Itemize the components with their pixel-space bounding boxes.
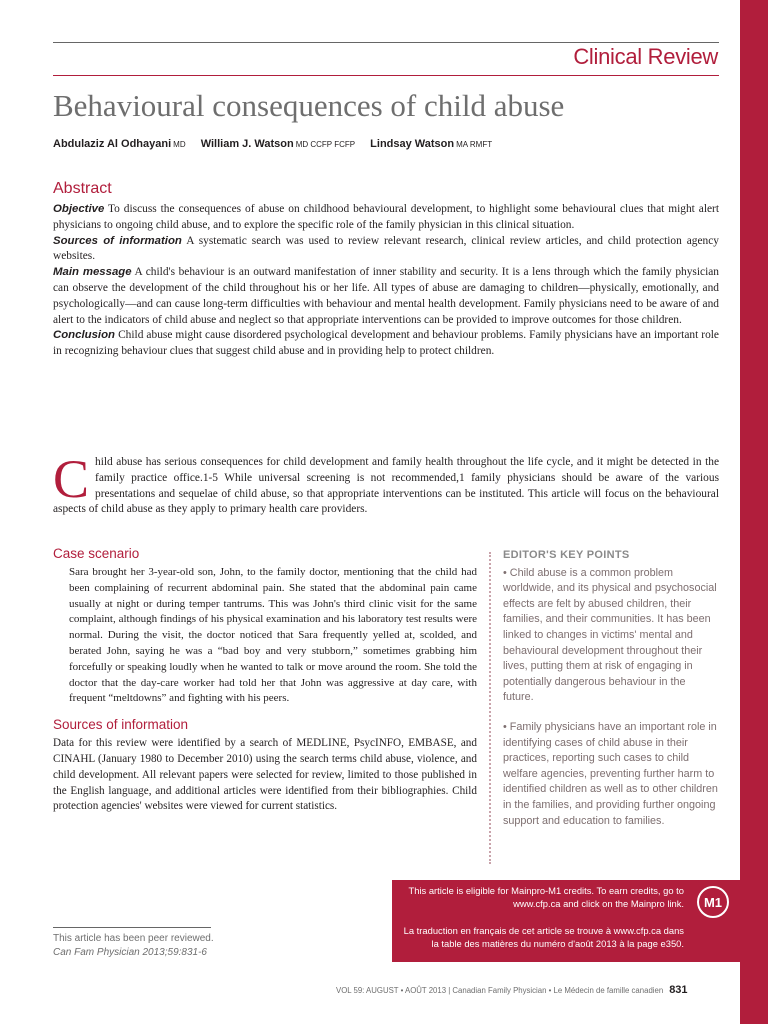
peer-review-line: This article has been peer reviewed. [53,933,214,944]
case-scenario-heading: Case scenario [53,546,140,561]
case-scenario-text: Sara brought her 3-year-old son, John, to the family doctor, mentioning that the child had been complaining of recurrent abdominal pain. She stated that the abdominal pain came usually at night or during temper tantrums. This was John's third clinic visit for the same complaint, although findings of his physical examination and his laboratory test results were normal. During the visit, the doctor noticed that Sara frequently yelled at, scolded, and berated John, saying he was a “bad boy and very stubborn,” sometimes grabbing him forcefully or speaking loudly when he wanted to talk or move around the room. She told the doctor that the day-care worker had told her that John was aggressive at day care, with frequent “meltdowns” and fighting with his peers. [69,566,477,705]
sources-text: A systematic search was used to review relevant research, clinical review articles, and child protection agency websites. [53,234,719,263]
top-rule [53,42,719,43]
intro-paragraph [53,449,719,518]
abstract-body [53,202,719,360]
intro-text: hild abuse has serious consequences for child development and family health throughout the life cycle, and it might be detected in the family practice office.1-5 While universal screening is not recommended,1 family physicians should be aware of the various presentations and sequelae of child abuse, so that appropriate interventions can be instituted. This article will focus on the behavioural aspects of child abuse as they apply to primary health care providers. [53,456,719,516]
author-name: Abdulaziz Al Odhayani [53,138,172,150]
author-name: Lindsay Watson [370,138,455,150]
author-name: William J. Watson [200,138,294,150]
key-point-item: • Child abuse is a common problem worldwide, and its physical and psychosocial effects are felt by abused children, their families, and their communities. It has been linked to changes in victims' mental and behavioural development throughout their lives, putting them at risk of engaging in potentially dangerous behaviour in the future. [503,566,717,704]
key-points-box [503,548,719,843]
sources-text: Data for this review were identified by a search of MEDLINE, PsycINFO, EMBASE, and CINAHL (January 1980 to December 2010) using the search terms child abuse, violence, and child development. All relevant papers were selected for review, limited to those published in the English language, and additional articles were identified from their bibliographies. Child protection agencies' websites were viewed for current statistics. [53,737,477,813]
title-rule [53,75,719,76]
author-credentials: MD [173,140,186,149]
dotted-divider [489,552,491,864]
author-credentials: MD CCFP FCFP [295,140,356,149]
author-credentials: MA RMFT [456,140,493,149]
footer-text: VOL 59: AUGUST • AOÛT 2013 | Canadian Family Physician • Le Médecin de famille canadien [336,986,664,995]
conclusion-text: Child abuse might cause disordered psychological development and behaviour problems. Family physicians have an important role in recognizing behaviour clues that suggest child abuse and in providing help to protect children. [53,329,719,358]
side-color-bar [740,0,768,1024]
main-message-label: Main message [53,266,132,279]
citation-line: Can Fam Physician 2013;59:831-6 [53,947,207,958]
credit-line: This article is eligible for Mainpro-M1 credits. To earn credits, go to www.cfp.ca and click on the Mainpro link. [408,885,684,909]
key-point-item: • Family physicians have an important role in identifying cases of child abuse in their practices, reporting such cases to child welfare agencies, preventing further harm to identified children as well as to other children in the families, and providing further ongoing support and education to families. [503,720,718,827]
drop-cap: C [53,449,90,509]
credit-box [392,880,741,962]
key-points-heading: EDITOR'S KEY POINTS [503,549,630,561]
conclusion-label: Conclusion [53,329,116,342]
translation-line: La traduction en français de cet article se trouve à www.cfp.ca dans la table des matières du numéro d'août 2013 à la page e350. [403,925,684,949]
abstract-sources [53,234,719,266]
objective-label: Objective [53,203,105,215]
main-message-text: A child's behaviour is an outward manifestation of inner stability and security. It is a lens through which the family physician can observe the development of the child throughout his or her life. All types of abuse are damaging to children—physically, emotionally, and psychologically—and can cause long-term difficulties with behaviour and mental health development. Family physicians need to be aware of and alert to the indicators of child abuse and neglect so that appropriate interventions can be provided to improve outcomes for those children. [53,266,719,326]
section-tag: Clinical Review [573,44,718,69]
peer-rule [53,927,211,928]
mainpro-badge-icon: M1 [697,886,729,918]
abstract-heading: Abstract [53,180,112,197]
article-title: Behavioural consequences of child abuse [53,88,565,123]
peer-review-note [53,932,214,960]
page-footer [336,984,688,996]
left-column [53,546,477,815]
author-list [53,138,504,150]
abstract-main-message [53,265,719,328]
page-number: 831 [669,984,688,996]
objective-text: To discuss the consequences of abuse on childhood behavioural development, to highlight some behavioural clues that might alert physicians to ongoing child abuse, and to explore the specific role of the family physician in this clinical situation. [53,203,719,231]
sources-label: Sources of information [53,234,182,247]
sources-heading: Sources of information [53,717,189,733]
abstract-conclusion [53,328,719,360]
abstract-objective [53,202,719,234]
